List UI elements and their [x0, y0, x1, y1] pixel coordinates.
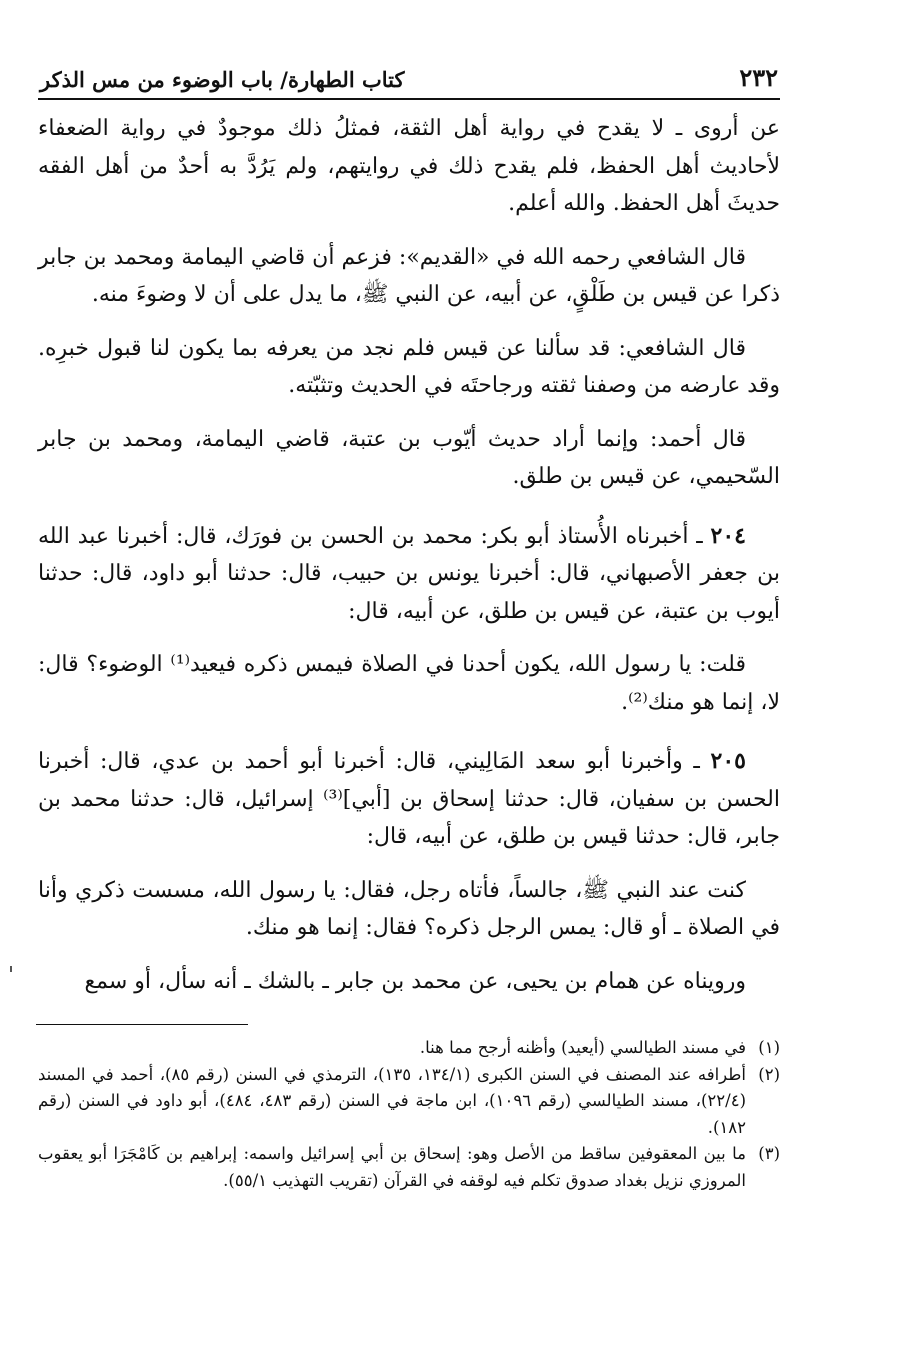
footnote-number: (٢)	[758, 1064, 780, 1084]
paragraph: قال أحمد: وإنما أراد حديث أيّوب بن عتبة، قاضي اليمامة، ومحمد بن جابر السّحيمي، عن قيس بن طلق.	[38, 426, 780, 489]
paragraph: قلت: يا رسول الله، يكون أحدنا في الصلاة فيمس ذكره فيعيد⁽¹⁾ الوضوء؟ قال: لا، إنما هو منك⁽²⁾.	[38, 652, 780, 715]
hadith-text: ـ وأخبرنا أبو سعد المَالِيني، قال: أخبرنا أبو أحمد بن عدي، قال: أخبرنا الحسن بن سفيان، قال: حدثنا إسحاق بن [أبي]⁽³⁾ إسرائيل، قال: حدثنا محمد بن جابر، قال: حدثنا قيس بن طلق، عن أبيه، قال:	[38, 749, 780, 849]
page-number: ٢٣٢	[739, 63, 778, 92]
footnote	[38, 1141, 780, 1194]
page-header	[38, 62, 780, 100]
hadith-paragraph	[38, 743, 780, 856]
main-text	[38, 110, 780, 1000]
paragraph: ورويناه عن همام بن يحيى، عن محمد بن جابر ـ بالشك ـ أنه سأل، أو سمع	[84, 968, 746, 994]
paragraph: كنت عند النبي ﷺ، جالساً، فأتاه رجل، فقال: يا رسول الله، مسست ذكري وأنا في الصلاة ـ أو قال: يمس الرجل ذكره؟ فقال: إنما هو منك.	[38, 877, 780, 940]
footnote-separator	[36, 1024, 248, 1025]
hadith-text: ـ أخبرناه الأُستاذ أبو بكر: محمد بن الحسن بن فورَك، قال: أخبرنا عبد الله بن جعفر الأصبهاني، قال: أخبرنا يونس بن حبيب، قال: حدثنا أبو داود، قال: حدثنا أيوب بن عتبة، عن قيس بن طلق، عن أبيه، قال:	[38, 523, 780, 624]
footnote	[38, 1035, 780, 1062]
paragraph: قال الشافعي: قد سألنا عن قيس فلم نجد من يعرفه بما يكون لنا قبول خبرِه. وقد عارضه من وصفنا ثقته ورجاحتَه في الحديث وتثبّته.	[38, 335, 780, 398]
margin-mark	[10, 966, 12, 972]
hadith-paragraph	[38, 518, 780, 631]
footnote	[38, 1062, 780, 1142]
hadith-number: ٢٠٤	[710, 522, 746, 549]
footnote-number: (٣)	[758, 1144, 780, 1163]
hadith-number: ٢٠٥	[710, 748, 746, 774]
footnote-number: (١)	[758, 1038, 780, 1057]
footnote-text: أطرافه عند المصنف في السنن الكبرى (١٣٤/١، ١٣٥)، الترمذي في السنن (رقم ٨٥)، أحمد في المسند (٢٢/٤)، مسند الطيالسي (رقم ١٠٩٦)، ابن ماجة في السنن (رقم ٤٨٣، ٤٨٤)، أبو داود في السنن (رقم ١٨٢).	[38, 1064, 747, 1137]
paragraph: قال الشافعي رحمه الله في «القديم»: فزعم أن قاضي اليمامة ومحمد بن جابر ذكرا عن قيس بن طَلْقٍ، عن أبيه، عن النبي ﷺ، ما يدل على أن لا وضوءَ منه.	[38, 244, 780, 307]
footnote-text: ما بين المعقوفين ساقط من الأصل وهو: إسحاق بن أبي إسرائيل واسمه: إبراهيم بن كَامْجَرَا أبو يعقوب المروزي نزيل بغداد صدوق تكلم فيه لوقفه في القرآن (تقريب التهذيب ٥٥/١).	[38, 1144, 746, 1190]
paragraph: عن أروى ـ لا يقدح في رواية أهل الثقة، فمثلُ ذلك موجودٌ في رواية الضعفاء لأحاديث أهل الحفظ، فلم يقدح ذلك في روايتهم، ولم يَرُدَّ به أحدٌ من أهل الفقه حديثَ أهل الحفظ. والله أعلم.	[38, 116, 780, 216]
book-page	[38, 62, 780, 1302]
footnote-text: في مسند الطيالسي (أيعيد) وأظنه أرجح مما هنا.	[419, 1038, 746, 1057]
footnotes	[38, 1035, 780, 1194]
running-title: كتاب الطهارة/ باب الوضوء من مس الذكر	[40, 67, 405, 92]
